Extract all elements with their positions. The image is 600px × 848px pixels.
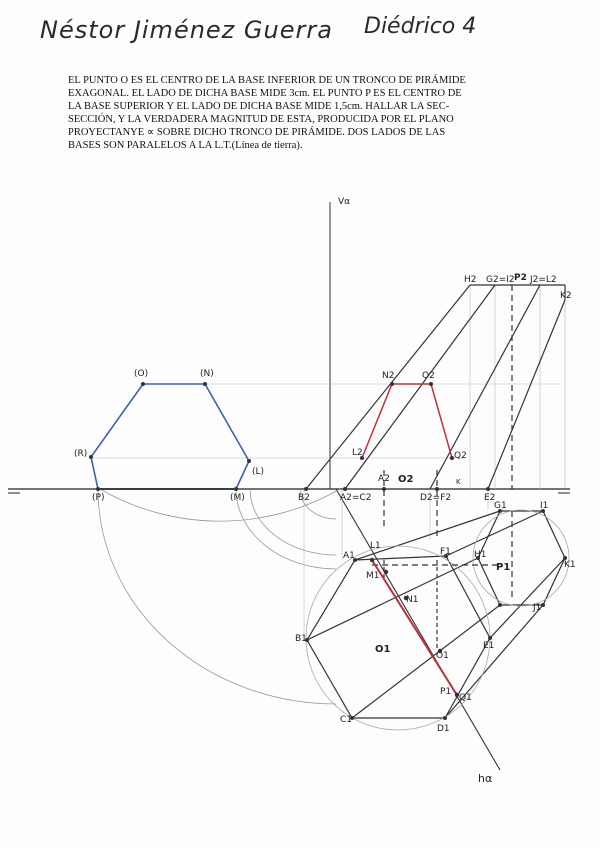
label-b2: B2	[298, 493, 310, 503]
label-rL: (L)	[252, 467, 265, 477]
label-ha: hα	[478, 772, 493, 785]
label-d1: D1	[437, 724, 450, 734]
label-o2: O2	[398, 474, 414, 485]
label-i1: I1	[540, 501, 549, 511]
label-q1: Q1	[459, 693, 472, 703]
label-p1b: P1	[440, 687, 452, 697]
label-g2i2: G2=I2	[486, 275, 515, 285]
label-k2: K2	[560, 291, 572, 301]
label-rO: (O)	[134, 369, 149, 379]
label-b1: B1	[295, 634, 307, 644]
label-p1: P1	[496, 562, 511, 573]
label-k-small: K	[456, 478, 461, 486]
label-ac2: A2=C2	[340, 493, 372, 503]
author-name: Néstor Jiménez Guerra	[40, 16, 333, 44]
sheet-title: Diédrico 4	[364, 14, 477, 39]
label-f1: F1	[440, 547, 451, 557]
label-a1: A1	[343, 551, 355, 561]
label-k1: K1	[564, 560, 576, 570]
label-m1: M1	[366, 571, 380, 581]
label-e1: E1	[483, 641, 495, 651]
label-o1: O1	[375, 644, 391, 655]
label-l1: L1	[370, 541, 381, 551]
label-g1: G1	[494, 501, 507, 511]
label-n2: N2	[382, 371, 395, 381]
plan-section	[305, 509, 567, 720]
label-rR: (R)	[74, 449, 88, 459]
label-e2: E2	[484, 493, 496, 503]
statement-line: EXAGONAL. EL LADO DE DICHA BASE MIDE 3cm. EL PUNTO P ES EL CENTRO DE	[68, 88, 462, 99]
statement-line: LA BASE SUPERIOR Y EL LADO DE DICHA BASE MIDE 1,5cm. HALLAR LA SEC-	[68, 101, 450, 112]
label-c1: C1	[340, 715, 353, 725]
label-rM: (M)	[230, 493, 245, 503]
label-j1: J1	[533, 603, 542, 613]
elevation-trunk	[306, 285, 565, 489]
label-p2: P2	[514, 273, 527, 283]
label-df2: D2=F2	[420, 493, 452, 503]
label-l2: L2	[352, 448, 363, 458]
label-h2: H2	[464, 275, 477, 285]
label-q2: Q2	[454, 451, 467, 461]
label-rP: (P)	[92, 493, 105, 503]
statement-line: PROYECTANYE ∝ SOBRE DICHO TRONCO DE PIRÁMIDE. DOS LADOS DE LAS	[68, 127, 446, 138]
label-h1: H1	[474, 550, 487, 560]
label-o2top: O2	[422, 371, 435, 381]
statement-line: SECCIÓN, Y LA VERDADERA MAGNITUD DE ESTA, PRODUCIDA POR EL PLANO	[68, 114, 454, 125]
label-n1: N1	[406, 595, 419, 605]
section-true-size	[89, 382, 251, 491]
label-va: Vα	[338, 197, 351, 207]
plan-view	[306, 510, 569, 730]
label-o1b: O1	[436, 651, 449, 661]
statement-line: BASES SON PARALELOS A LA L.T.(Línea de tierra).	[68, 140, 303, 151]
label-a2: A2	[378, 474, 390, 484]
elevation-section	[304, 382, 490, 540]
label-jl2: J2=L2	[530, 275, 557, 285]
statement-line: EL PUNTO O ES EL CENTRO DE LA BASE INFERIOR DE UN TRONCO DE PIRÁMIDE	[68, 75, 466, 86]
label-rN: (N)	[200, 369, 214, 379]
